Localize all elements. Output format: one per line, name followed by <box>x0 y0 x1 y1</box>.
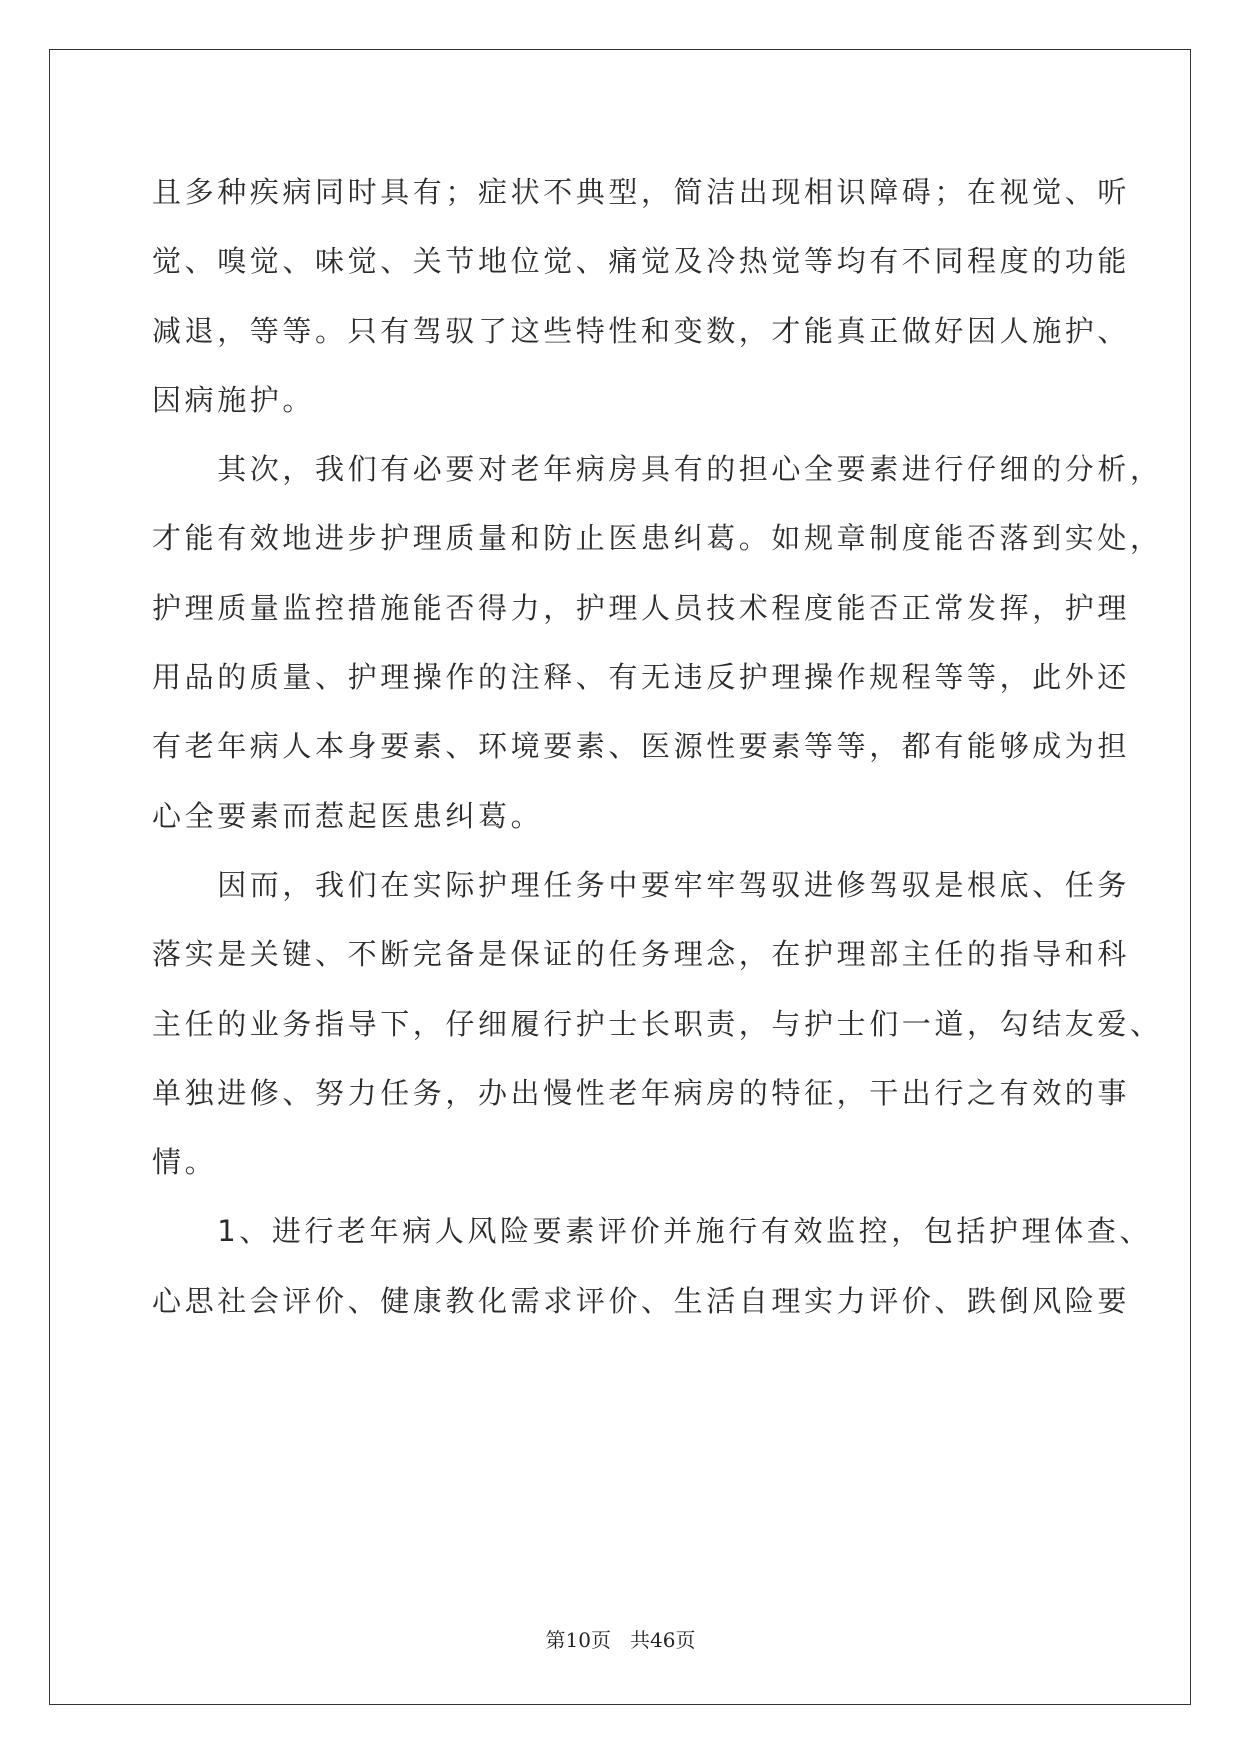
text-line: 主任的业务指导下，仔细履行护士长职责，与护士们一道，勾结友爱、 <box>152 1006 1163 1041</box>
text-line: 因而，我们在实际护理任务中要牢牢驾驭进修驾驭是根底、任务 <box>152 867 1131 902</box>
text-line: 有老年病人本身要素、环境要素、医源性要素等等，都有能够成为担 <box>152 729 1131 764</box>
paragraph <box>152 851 1163 1197</box>
text-line: 减退，等等。只有驾驭了这些特性和变数，才能真正做好因人施护、 <box>152 313 1131 348</box>
text-line: 护理质量监控措施能否得力，护理人员技术程度能否正常发挥，护理 <box>152 590 1131 625</box>
document-body <box>152 158 1163 1336</box>
page-number: 第10页 <box>545 1628 611 1652</box>
text-line: 情。 <box>152 1145 218 1180</box>
page-total: 共46页 <box>630 1628 696 1652</box>
paragraph <box>152 158 1131 435</box>
paragraph <box>152 435 1163 851</box>
text-line: 心思社会评价、健康教化需求评价、生活自理实力评价、跌倒风险要 <box>152 1283 1131 1318</box>
text-line: 觉、嗅觉、味觉、关节地位觉、痛觉及冷热觉等均有不同程度的功能 <box>152 244 1131 279</box>
page-footer <box>0 1624 1241 1653</box>
paragraph <box>152 1197 1153 1336</box>
text-line: 1、进行老年病人风险要素评价并施行有效监控，包括护理体查、 <box>152 1214 1153 1249</box>
text-line: 因病施护。 <box>152 382 316 417</box>
text-line: 才能有效地进步护理质量和防止医患纠葛。如规章制度能否落到实处， <box>152 521 1163 556</box>
text-line: 且多种疾病同时具有；症状不典型，简洁出现相识障碍；在视觉、听 <box>152 175 1131 209</box>
text-line: 其次，我们有必要对老年病房具有的担心全要素进行仔细的分析， <box>152 452 1163 487</box>
text-line: 落实是关键、不断完备是保证的任务理念，在护理部主任的指导和科 <box>152 937 1131 972</box>
text-line: 单独进修、努力任务，办出慢性老年病房的特征，干出行之有效的事 <box>152 1075 1131 1110</box>
text-line: 心全要素而惹起医患纠葛。 <box>152 798 544 833</box>
text-line: 用品的质量、护理操作的注释、有无违反护理操作规程等等，此外还 <box>152 660 1131 695</box>
